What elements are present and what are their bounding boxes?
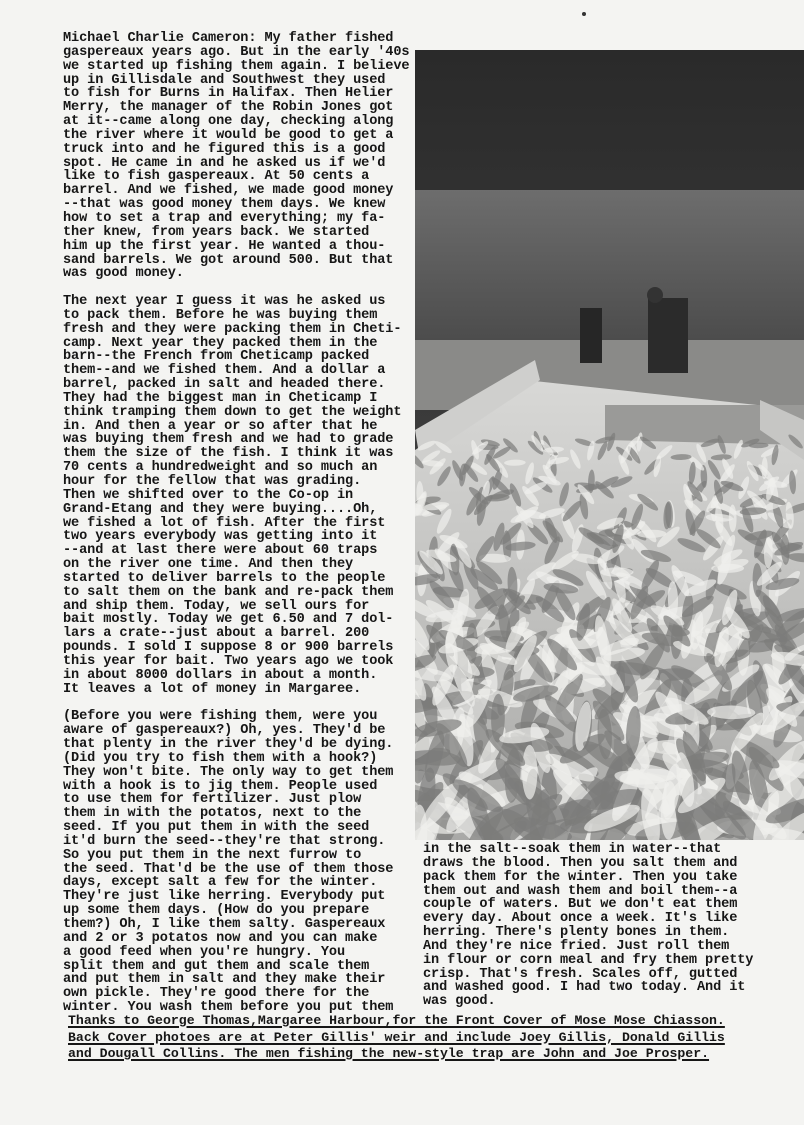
- text-line: on the river one time. And then they: [63, 557, 354, 573]
- text-line: think tramping them down to get the weight: [63, 404, 402, 420]
- hillside-brush: [415, 190, 804, 350]
- man-head: [647, 287, 663, 303]
- text-line: in the salt--soak them in water--that: [423, 842, 722, 857]
- caption-line: Back Cover photoes are at Peter Gillis' weir and include Joey Gillis, Donald Gillis: [68, 1029, 725, 1045]
- text-line: pounds. I sold I suppose 8 or 900 barrels: [63, 640, 394, 656]
- text-line: Merry, the manager of the Robin Jones got: [63, 100, 394, 116]
- text-line: barn--the French from Cheticamp packed: [63, 349, 370, 365]
- text-line: it'd burn the seed--they're that strong.: [63, 833, 386, 849]
- text-line: and ship them. Today, we sell ours for: [63, 598, 370, 614]
- man-left: [580, 308, 602, 363]
- text-line: them out and wash them and boil them--a: [423, 883, 738, 899]
- text-line: every day. About once a week. It's like: [423, 911, 738, 927]
- text-line: (Did you try to fish them with a hook?): [63, 750, 378, 766]
- text-line: days, except salt a few for the winter.: [63, 875, 378, 891]
- text-line: bait mostly. Today we get 6.50 and 7 dol-: [63, 612, 394, 628]
- text-line: spot. He came in and he asked us if we'd: [63, 155, 386, 171]
- text-line: to salt them on the bank and re-pack them: [63, 584, 394, 600]
- text-line: It leaves a lot of money in Margaree.: [63, 681, 362, 697]
- text-line: and put them in salt and they make their: [63, 972, 386, 988]
- text-line: at it--came along one day, checking along: [63, 114, 394, 130]
- text-line: --that was good money them days. We knew: [63, 197, 386, 213]
- text-line: in about 8000 dollars in about a month.: [63, 667, 378, 683]
- text-line: 70 cents a hundredweight and so much an: [63, 460, 378, 476]
- text-line: fresh and they were packing them in Cheti-: [63, 321, 402, 337]
- text-line: to use them for fertilizer. Just plow: [63, 792, 362, 808]
- text-line: lars a crate--just about a barrel. 200: [63, 626, 370, 642]
- text-line: (Before you were fishing them, were you: [63, 709, 378, 725]
- text-line: They're just like herring. Everybody put: [63, 889, 386, 905]
- text-line: them the size of the fish. I think it was: [63, 446, 394, 462]
- fish-mark: [522, 745, 537, 800]
- text-line: to fish for Burns in Halifax. Then Helier: [63, 86, 394, 102]
- photo-fish-trap: [415, 50, 804, 840]
- text-line: barrel. And we fished, we made good money: [63, 183, 394, 199]
- text-line: we fished a lot of fish. After the first: [63, 515, 386, 531]
- text-line: how to set a trap and everything; my fa-: [63, 210, 386, 226]
- paragraph: [423, 843, 753, 1009]
- text-line: They won't bite. The only way to get them: [63, 764, 394, 780]
- page-speck: [582, 12, 586, 16]
- man-in-plaid: [648, 298, 688, 373]
- text-line: herring. There's plenty bones in them.: [423, 925, 730, 941]
- paragraph: [63, 295, 409, 696]
- text-line: started to deliver barrels to the people: [63, 570, 386, 586]
- text-line: draws the blood. Then you salt them and: [423, 855, 738, 871]
- text-line: a good feed when you're hungry. You: [63, 944, 346, 960]
- text-line: pack them for the winter. Then you take: [423, 869, 738, 885]
- text-line: like to fish gaspereaux. At 50 cents a: [63, 169, 370, 185]
- text-line: him up the first year. He wanted a thou-: [63, 238, 386, 254]
- text-line: them in with the potatos, next to the: [63, 806, 362, 822]
- text-line: sand barrels. We got around 500. But that: [63, 252, 394, 268]
- text-line: we started up fishing them again. I believe: [63, 58, 410, 74]
- text-line: winter. You wash them before you put them: [63, 1000, 394, 1016]
- text-line: And they're nice fried. Just roll them: [423, 938, 730, 954]
- text-line: barrel, packed in salt and headed there.: [63, 377, 386, 393]
- paragraph: [63, 32, 409, 281]
- text-line: So you put them in the next furrow to: [63, 847, 362, 863]
- text-line: split them and gut them and scale them: [63, 958, 370, 974]
- text-line: and 2 or 3 potatos now and you can make: [63, 930, 378, 946]
- text-line: Michael Charlie Cameron: My father fished: [63, 31, 394, 46]
- text-line: camp. Next year they packed them in the: [63, 335, 378, 351]
- text-line: in. And then a year or so after that he: [63, 418, 378, 434]
- text-line: gaspereaux years ago. But in the early '40s: [63, 44, 410, 60]
- paragraph: [63, 710, 409, 1015]
- text-line: two years everybody was getting into it: [63, 529, 378, 545]
- text-line: couple of waters. But we don't eat them: [423, 897, 738, 913]
- text-line: was buying them fresh and we had to grade: [63, 432, 394, 448]
- text-line: in flour or corn meal and fry them pretty: [423, 952, 754, 968]
- text-line: seed. If you put them in with the seed: [63, 820, 370, 836]
- text-line: and washed good. I had two today. And it: [423, 980, 746, 996]
- text-line: truck into and he figured this is a good: [63, 141, 386, 157]
- text-line: --and at last there were about 60 traps: [63, 543, 378, 559]
- text-line: The next year I guess it was he asked us: [63, 294, 386, 310]
- text-line: that plenty in the river they'd be dying.: [63, 737, 394, 753]
- text-line: to pack them. Before he was buying them: [63, 307, 378, 323]
- caption-line: and Dougall Collins. The men fishing the new-style trap are John and Joe Prosper.: [68, 1046, 710, 1061]
- text-line: the river where it would be good to get a: [63, 127, 394, 143]
- text-line: hour for the fellow that was grading.: [63, 474, 362, 489]
- caption-line: Thanks to George Thomas,Margaree Harbour,for the Front Cover of Mose Mose Chiasson.: [68, 1013, 725, 1028]
- text-line: with a hook is to jig them. People used: [63, 778, 378, 794]
- text-line: this year for bait. Two years ago we took: [63, 653, 394, 669]
- left-text-column: [63, 32, 409, 1015]
- text-line: them?) Oh, I like them salty. Gaspereaux: [63, 917, 386, 932]
- photo-credits-caption: [68, 1013, 725, 1063]
- right-text-column: [423, 843, 753, 1009]
- text-line: aware of gaspereaux?) Oh, yes. They'd be: [63, 723, 386, 739]
- text-line: ther knew, from years back. We started: [63, 224, 370, 240]
- text-line: Grand-Etang and they were buying....Oh,: [63, 501, 378, 517]
- text-line: crisp. That's fresh. Scales off, gutted: [423, 966, 738, 982]
- text-line: own pickle. They're good there for the: [63, 986, 370, 1002]
- text-line: was good money.: [63, 266, 184, 282]
- text-line: They had the biggest man in Cheticamp I: [63, 390, 378, 406]
- text-line: them--and we fished them. And a dollar a: [63, 363, 386, 379]
- text-line: up some them days. (How do you prepare: [63, 903, 370, 919]
- text-line: was good.: [423, 994, 496, 1010]
- text-line: the seed. That'd be the use of them those: [63, 861, 394, 877]
- text-line: up in Gillisdale and Southwest they used: [63, 72, 386, 88]
- text-line: Then we shifted over to the Co-op in: [63, 487, 354, 503]
